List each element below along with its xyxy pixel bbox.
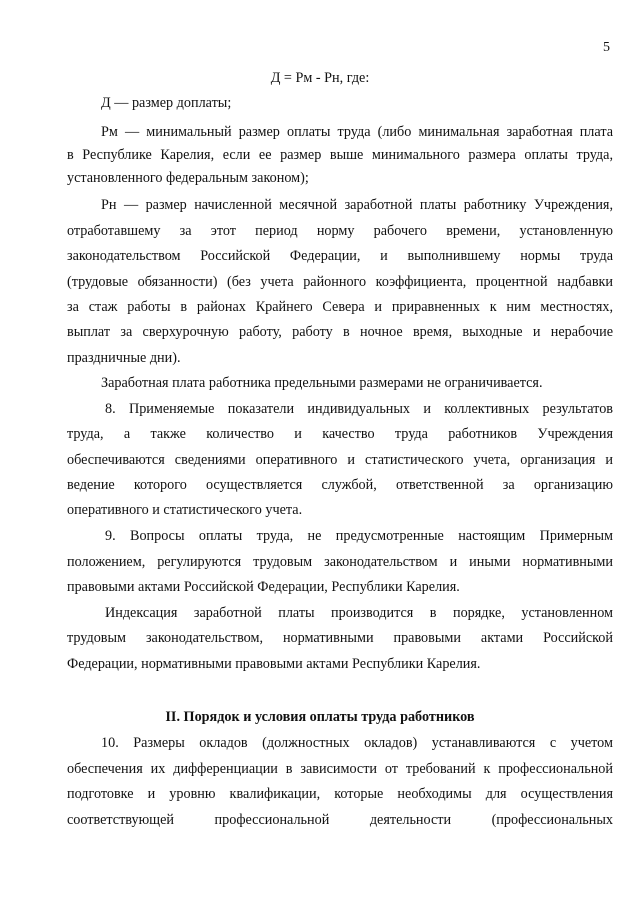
paragraph-line: труда, а также количество и качество труда работников Учреждения (67, 426, 613, 442)
section-heading: II. Порядок и условия оплаты труда работников (165, 709, 475, 725)
paragraph-line: 10. Размеры окладов (должностных окладов) устанавливаются с учетом (101, 735, 613, 751)
paragraph-line: трудовым законодательством, нормативными правовыми актами Российской (67, 630, 613, 646)
paragraph-line: Заработная плата работника предельными размерами не ограничивается. (101, 375, 543, 391)
paragraph-line: законодательством Российской Федерации, и выполнившему нормы труда (67, 248, 613, 264)
paragraph-line: подготовке и уровню квалификации, которые необходимы для осуществления (67, 786, 613, 802)
paragraph-line: обеспечения их дифференциации в зависимости от требований к профессиональной (67, 761, 613, 777)
paragraph-line: (трудовые обязанности) (без учета районного коэффициента, процентной надбавки (67, 274, 613, 290)
paragraph-line: положением, регулируются трудовым законодательством и иными нормативными (67, 554, 613, 570)
paragraph-line: установленного федеральным законом); (67, 170, 309, 186)
paragraph-line: правовыми актами Российской Федерации, Республики Карелия. (67, 579, 460, 595)
paragraph-line: Д — размер доплаты; (101, 95, 232, 111)
paragraph-line: за стаж работы в районах Крайнего Севера и приравненных к ним местностях, (67, 299, 613, 315)
paragraph-line: 8. Применяемые показатели индивидуальных и коллективных результатов (105, 401, 613, 417)
paragraph-line: ведение которого осуществляется службой, ответственной за организацию (67, 477, 613, 493)
formula: Д = Рм - Рн, где: (270, 70, 370, 86)
page-number: 5 (603, 40, 610, 55)
paragraph-line: Федерации, нормативными правовыми актами Республики Карелия. (67, 656, 481, 672)
paragraph-line: обеспечиваются сведениями оперативного и статистического учета, организация и (67, 452, 613, 468)
paragraph-line: Индексация заработной платы производится в порядке, установленном (105, 605, 613, 621)
paragraph-line: 9. Вопросы оплаты труда, не предусмотренные настоящим Примерным (105, 528, 613, 544)
paragraph-line: Рм — минимальный размер оплаты труда (либо минимальная заработная плата (101, 124, 613, 140)
paragraph-line: Рн — размер начисленной месячной заработной платы работнику Учреждения, (101, 197, 613, 213)
paragraph-line: отработавшему за этот период норму рабочего времени, установленную (67, 223, 613, 239)
paragraph-line: выплат за сверхурочную работу, работу в ночное время, выходные и нерабочие (67, 324, 613, 340)
paragraph-line: соответствующей профессиональной деятельности (профессиональных (67, 812, 613, 828)
paragraph-line: праздничные дни). (67, 350, 181, 366)
paragraph-line: оперативного и статистического учета. (67, 502, 303, 518)
paragraph-line: в Республике Карелия, если ее размер выше минимального размера оплаты труда, (67, 147, 613, 163)
